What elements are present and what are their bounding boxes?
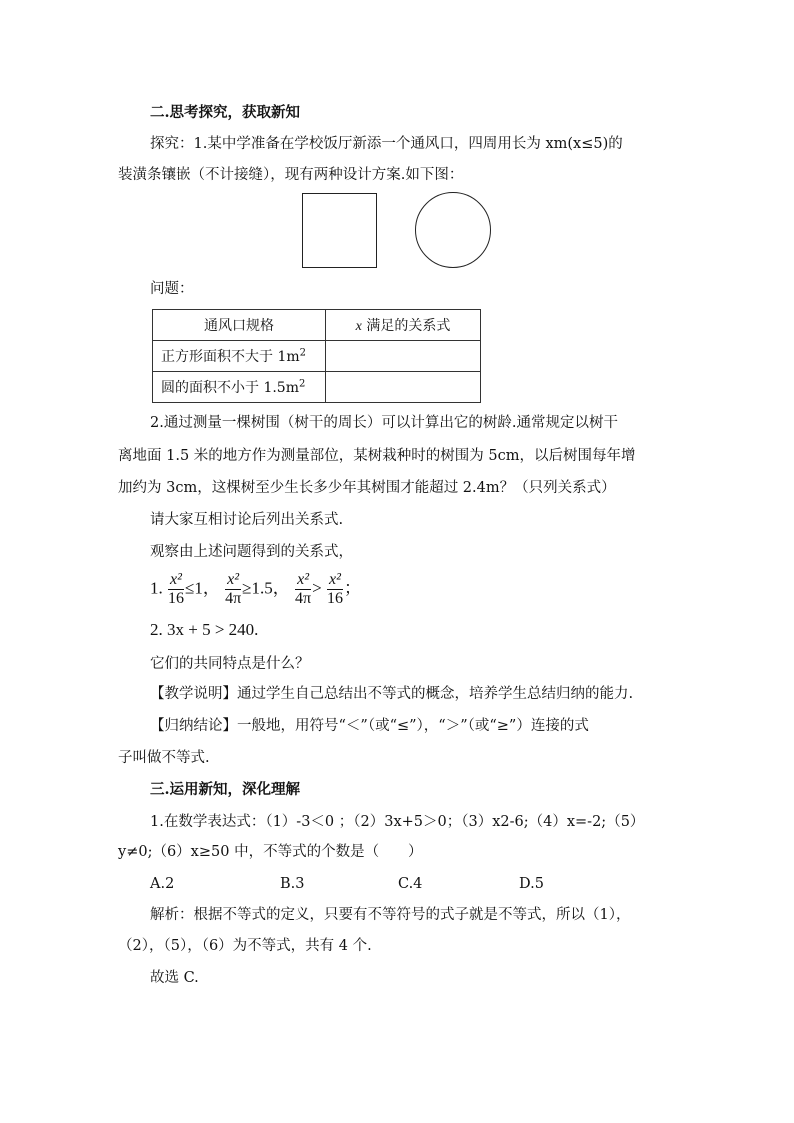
formula-line-2: 2. 3x + 5 > 240. — [150, 620, 259, 639]
discuss-line: 请大家互相讨论后列出关系式. — [150, 512, 344, 528]
table-cell-relation — [326, 372, 481, 403]
analysis-line-1: 解析：根据不等式的定义，只要有不等符号的式子就是不等式，所以（1）， — [150, 907, 631, 923]
table-header-relation-text: 满足的关系式 — [366, 318, 451, 334]
option-a: A.2 — [150, 876, 175, 892]
problem2-line-2: 离地面 1.5 米的地方作为测量部位，某树栽种时的树围为 5cm，以后树围每年增 — [118, 448, 636, 464]
analysis-line-2: （2），（5），（6）为不等式，共有 4 个. — [118, 938, 372, 954]
explore-line-2: 装潢条镶嵌（不计接缝），现有两种设计方案.如下图： — [118, 167, 464, 183]
table-cell-spec — [153, 372, 326, 403]
table-cell-spec — [153, 341, 326, 372]
vent-spec-table — [152, 309, 481, 403]
formula-line-1 — [150, 571, 361, 608]
row-spec-sup: 2 — [299, 378, 306, 390]
row-spec-sup: 2 — [299, 347, 307, 359]
fraction-b-den: 4π — [225, 590, 242, 607]
option-d: D.5 — [519, 876, 544, 892]
fraction-c — [295, 571, 311, 608]
circle-vent-figure — [415, 192, 491, 268]
fraction-a-den: 16 — [168, 590, 184, 607]
fraction-d-den: 16 — [326, 590, 343, 607]
row-spec-text: 正方形面积不大于 1m — [161, 349, 300, 365]
table-header-row — [153, 310, 481, 341]
row-spec-text: 圆的面积不小于 1.5m — [161, 380, 299, 396]
formula1-rel-c: > — [312, 578, 322, 598]
table-header-var: x — [355, 319, 362, 334]
table-header-spec: 通风口规格 — [153, 310, 326, 341]
fraction-c-num: x² — [295, 571, 311, 590]
fraction-b-num: x² — [225, 571, 241, 590]
problem2-line-1: 2.通过测量一棵树围（树干的周长）可以计算出它的树龄.通常规定以树干 — [150, 415, 618, 431]
table-header-relation — [326, 310, 481, 341]
conclusion-line-1: 【归纳结论】一般地，用符号“＜”（或“≤”），“＞”（或“≥”）连接的式 — [150, 718, 589, 734]
conclusion-line-2: 子叫做不等式. — [118, 750, 210, 766]
formula1-end: ； — [343, 578, 361, 598]
table-row — [153, 341, 481, 372]
table-row — [153, 372, 481, 403]
problem2-line-3: 加约为 3cm，这棵树至少生长多少年其树围才能超过 2.4m？（只列关系式） — [118, 480, 616, 496]
teaching-note: 【教学说明】通过学生自己总结出不等式的概念，培养学生总结归纳的能力. — [150, 686, 634, 702]
observe-line: 观察由上述问题得到的关系式， — [150, 544, 353, 560]
question-label: 问题： — [150, 281, 194, 297]
formula1-prefix: 1. — [150, 578, 163, 598]
fraction-a-num: x² — [168, 571, 184, 590]
section3-heading: 三.运用新知，深化理解 — [150, 781, 301, 798]
fraction-d-num: x² — [327, 571, 343, 590]
fraction-a — [168, 571, 184, 608]
fraction-b — [225, 571, 241, 608]
question1-line-1: 1.在数学表达式：（1）-3＜0 ；（2）3x+5＞0；（3）x2-6;（4）x=-2;（5） — [150, 814, 645, 830]
option-b: B.3 — [280, 876, 305, 892]
section2-heading: 二.思考探究，获取新知 — [150, 104, 301, 121]
table-cell-relation — [326, 341, 481, 372]
explore-line-1: 探究：1.某中学准备在学校饭厅新添一个通风口，四周用长为 xm(x≤5)的 — [150, 136, 623, 152]
question1-line-2: y≠0;（6）x≥50 中，不等式的个数是（ ） — [118, 844, 423, 860]
fraction-d — [327, 571, 343, 608]
common-question: 它们的共同特点是什么？ — [150, 656, 310, 672]
formula1-rel-a: ≤1， — [185, 578, 220, 598]
square-vent-figure — [302, 193, 377, 268]
option-c: C.4 — [398, 876, 423, 892]
fraction-c-den: 4π — [295, 590, 312, 607]
answer-line: 故选 C. — [150, 970, 199, 986]
formula1-rel-b: ≥1.5， — [242, 578, 290, 598]
